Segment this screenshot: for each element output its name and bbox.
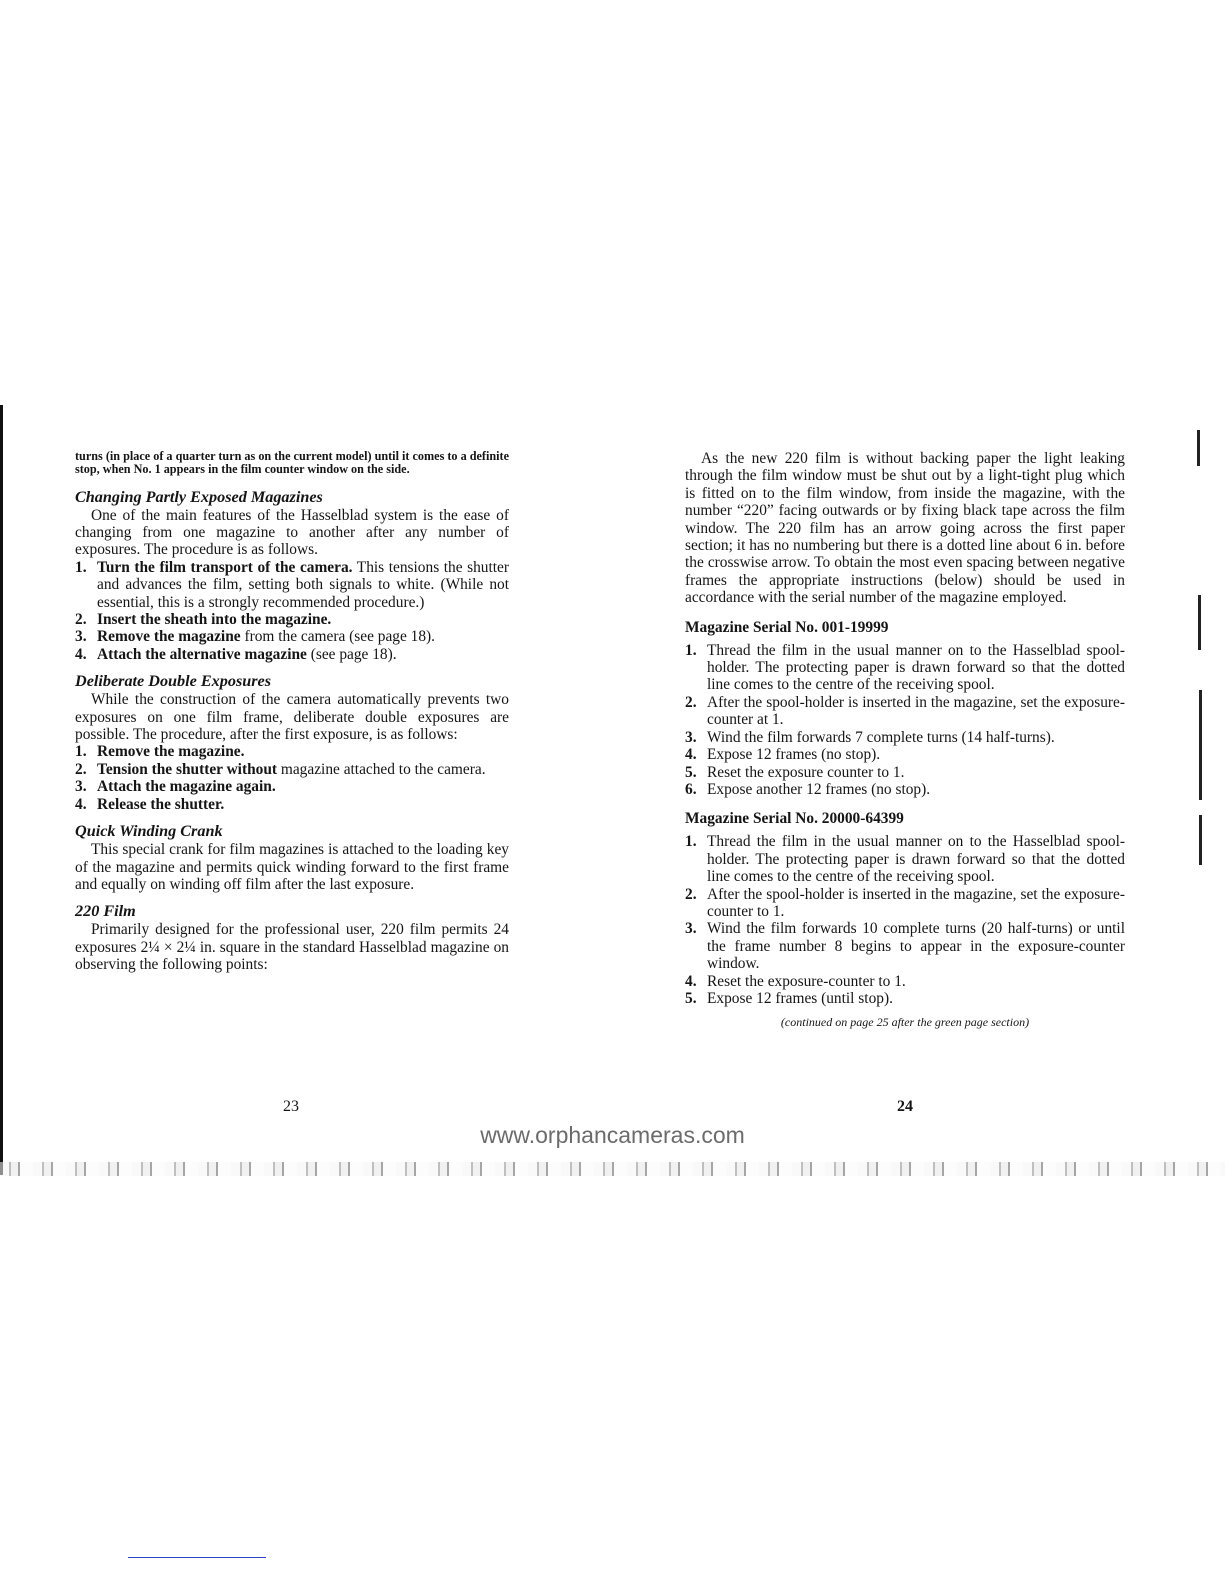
left-page — [75, 450, 509, 974]
watermark-url: www.orphancameras.com — [480, 1122, 745, 1148]
step-text: from the camera (see page 18). — [240, 628, 436, 646]
scan-edge-mark — [1197, 430, 1200, 466]
step-number: 1. — [685, 641, 697, 659]
step-list — [75, 559, 509, 663]
step-number: 2. — [685, 693, 697, 711]
step-number: 3. — [75, 778, 87, 796]
step-number: 4. — [685, 972, 697, 990]
list-item — [685, 833, 1125, 885]
section-heading: 220 Film — [75, 902, 136, 921]
list-item — [75, 761, 509, 778]
step-bold: Remove the magazine — [97, 628, 241, 646]
step-number: 1. — [75, 743, 87, 761]
step-number: 3. — [685, 728, 697, 746]
list-item — [75, 611, 509, 628]
step-text: Reset the exposure counter to 1. — [707, 763, 905, 781]
step-number: 2. — [75, 760, 87, 778]
step-number: 5. — [685, 989, 697, 1007]
section-body: While the construction of the camera automatically prevents two exposures on one film frame, deliberate double exposures are possible. The procedure, after the first exposure, is as follows: — [75, 691, 509, 744]
list-item — [75, 796, 509, 813]
list-item — [685, 642, 1125, 694]
list-item — [685, 746, 1125, 763]
scan-shadow-strip — [0, 1162, 1225, 1176]
scan-edge-mark — [1199, 690, 1202, 800]
list-item — [685, 920, 1125, 972]
scan-edge-mark — [1198, 595, 1201, 650]
step-bold: Attach the magazine again. — [97, 778, 276, 796]
step-bold: Attach the alternative magazine — [97, 645, 307, 663]
list-item — [75, 646, 509, 663]
step-number: 4. — [685, 746, 697, 764]
right-page — [685, 450, 1125, 1032]
section-heading: Changing Partly Exposed Magazines — [75, 487, 323, 506]
step-list — [685, 833, 1125, 1007]
list-item — [685, 729, 1125, 746]
section-heading: Magazine Serial No. 20000-64399 — [685, 810, 904, 828]
step-number: 2. — [75, 611, 87, 629]
list-item — [75, 743, 509, 760]
section-body: One of the main features of the Hasselblad system is the ease of changing from one magazine to another after any number of exposures. The procedure is as follows. — [75, 506, 509, 559]
step-list — [75, 743, 509, 813]
step-number: 4. — [75, 795, 87, 813]
step-number: 1. — [685, 833, 697, 851]
scan-edge-mark — [1199, 815, 1202, 865]
step-text: Expose 12 frames (no stop). — [707, 746, 881, 764]
step-number: 1. — [75, 558, 87, 576]
step-number: 3. — [685, 920, 697, 938]
list-item — [75, 559, 509, 611]
step-number: 2. — [685, 885, 697, 903]
list-item — [685, 973, 1125, 990]
step-bold: Remove the magazine. — [97, 743, 245, 761]
page-number-right: 24 — [897, 1098, 913, 1115]
list-item — [685, 990, 1125, 1007]
step-number: 3. — [75, 628, 87, 646]
list-item — [685, 886, 1125, 921]
step-text: After the spool-holder is inserted in the magazine, set the exposure-counter at 1. — [707, 693, 1125, 729]
page-number-left: 23 — [283, 1098, 299, 1115]
step-number: 4. — [75, 645, 87, 663]
step-number: 5. — [685, 763, 697, 781]
list-item — [685, 694, 1125, 729]
step-text: Wind the film forwards 10 complete turns (20 half-turns) or until the frame number 8 begins to appear in the exposure-counter window. — [707, 920, 1125, 973]
continued-note: (continued on page 25 after the green page section) — [780, 1015, 1030, 1030]
step-bold: Insert the sheath into the magazine. — [97, 611, 332, 629]
step-text: (see page 18). — [306, 645, 397, 663]
section-body: Primarily designed for the professional user, 220 film permits 24 exposures 2¼ × 2¼ in. square in the standard Hasselblad magazine on observing the following points: — [75, 921, 509, 974]
step-bold: Turn the film transport of the camera. — [97, 558, 353, 576]
link-underline — [128, 1557, 266, 1558]
step-text: This tensions the shutter and advances the film, setting both signals to white. (While not essential, this is a strongly recommended procedure.) — [97, 558, 509, 611]
list-item — [685, 781, 1125, 798]
step-bold: Tension the shutter without — [97, 760, 278, 778]
section-body: This special crank for film magazines is attached to the loading key of the magazine and permits quick winding forward to the first frame and equally on winding off film after the last exposure. — [75, 841, 509, 893]
right-intro: As the new 220 film is without backing paper the light leaking through the film window must be shut out by a light-tight plug which is fitted on to the film window, from inside the magazine, with the number “220” facing outwards or by fixing black tape across the film window. The 220 film has an arrow going across the first paper section; it has no numbering but there is a dotted line about 6 in. before the crosswise arrow. To obtain the most even spacing between negative frames the appropriate instructions (below) should be used in accordance with the serial number of the magazine employed. — [685, 450, 1125, 607]
section-heading: Magazine Serial No. 001-19999 — [685, 618, 889, 636]
list-item — [75, 778, 509, 795]
section-heading: Deliberate Double Exposures — [75, 672, 272, 691]
list-item — [685, 764, 1125, 781]
left-intro: turns (in place of a quarter turn as on the current model) until it comes to a definite stop, when No. 1 appears in the film counter window on the side. — [75, 449, 509, 476]
step-text: Wind the film forwards 7 complete turns (14 half-turns). — [707, 728, 1055, 746]
scan-edge-left — [0, 405, 3, 1175]
step-text: Reset the exposure-counter to 1. — [707, 972, 906, 990]
section-heading: Quick Winding Crank — [75, 822, 223, 841]
step-bold: Release the shutter. — [97, 795, 225, 813]
step-text: After the spool-holder is inserted in the magazine, set the exposure-counter to 1. — [707, 885, 1125, 920]
step-text: Thread the film in the usual manner on to the Hasselblad spool-holder. The protecting paper is drawn forward so that the dotted line comes to the centre of the receiving spool. — [707, 833, 1125, 886]
list-item — [75, 628, 509, 645]
step-text: Expose another 12 frames (no stop). — [707, 780, 931, 798]
step-text: Expose 12 frames (until stop). — [707, 989, 893, 1007]
step-number: 6. — [685, 780, 697, 798]
step-text: Thread the film in the usual manner on to the Hasselblad spool-holder. The protecting paper is drawn forward so that the dotted line comes to the centre of the receiving spool. — [707, 641, 1125, 694]
step-list — [685, 642, 1125, 799]
step-text: magazine attached to the camera. — [277, 760, 486, 778]
